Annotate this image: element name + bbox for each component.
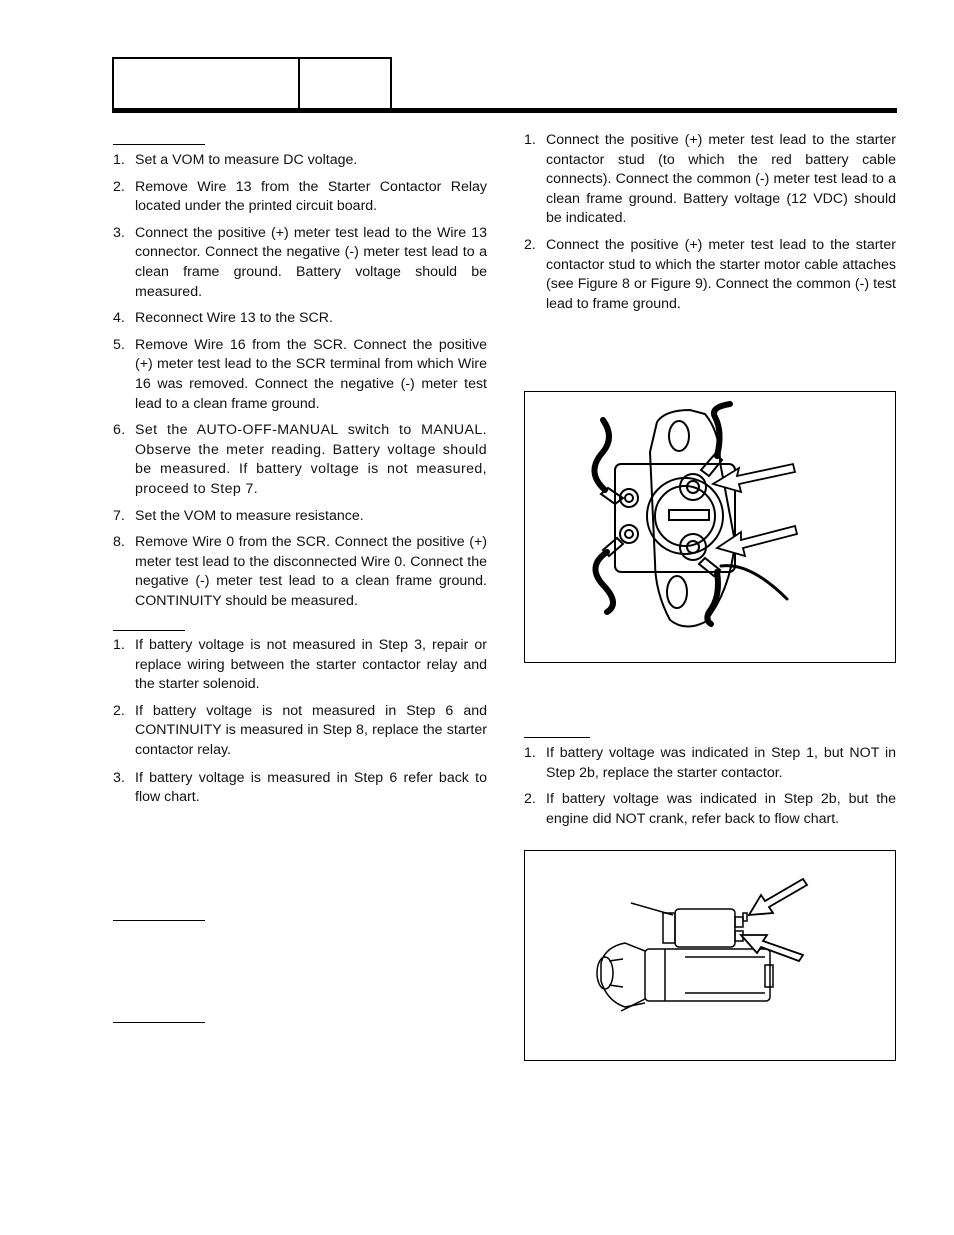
list-item: 6. Set the AUTO-OFF-MANUAL switch to MANUAL. Observe the meter reading. Battery voltage should be measured. If battery voltage is not measured, proceed to Step 7. — [113, 422, 487, 497]
list-item: 2. If battery voltage was indicated in Step 2b, but the engine did NOT crank, refer back to flow chart. — [524, 791, 896, 827]
starter-contactor-drawing — [525, 392, 894, 661]
left-results — [113, 636, 487, 815]
left-procedure — [113, 151, 487, 618]
list-item: 1. Set a VOM to measure DC voltage. — [113, 152, 358, 168]
right-results — [524, 744, 896, 836]
list-item: 7. Set the VOM to measure resistance. — [113, 507, 364, 524]
starter-motor-figure — [524, 850, 896, 1061]
list-item: 1. If battery voltage was indicated in Step 1, but NOT in Step 2b, replace the starter contactor. — [524, 745, 896, 781]
list-item: 2. Connect the positive (+) meter test lead to the starter contactor stud to which the starter motor cable attaches (see Figure 8 or Figure 9). Connect the common (-) test lead to frame ground. — [524, 236, 896, 312]
list-item: 5. Remove Wire 16 from the SCR. Connect the positive (+) meter test lead to the SCR terminal from which Wire 16 was removed. Connect the negative (-) meter test lead to a clean frame ground. — [113, 336, 487, 412]
heading-rule-3 — [113, 920, 205, 921]
list-item: 1. Connect the positive (+) meter test lead to the starter contactor stud (to which the red battery cable connects). Connect the common (-) meter test lead to a clean frame ground. Battery voltage (12 VDC) should be indicated. — [524, 132, 896, 227]
procedure-heading-rule — [113, 144, 205, 145]
heading-rule-4 — [113, 1022, 205, 1023]
list-item: 3. If battery voltage is measured in Step 6 refer back to flow chart. — [113, 769, 487, 806]
list-item: 4. Reconnect Wire 13 to the SCR. — [113, 310, 333, 327]
right-procedure — [524, 131, 896, 321]
header-title-box — [112, 57, 300, 109]
list-item: 8. Remove Wire 0 from the SCR. Connect the positive (+) meter test lead to the disconnected Wire 0. Connect the negative (-) meter test lead to a clean frame ground. CONTINUITY should be measured. — [113, 534, 487, 609]
starter-contactor-figure — [524, 391, 896, 663]
results-heading-rule — [113, 630, 185, 631]
list-item: 2. If battery voltage is not measured in Step 6 and CONTINUITY is measured in Step 8, replace the starter contactor relay. — [113, 702, 487, 758]
starter-motor-drawing — [525, 851, 894, 1059]
list-item: 1. If battery voltage is not measured in Step 3, repair or replace wiring between the starter contactor relay and the starter solenoid. — [113, 637, 487, 693]
header-rule — [112, 108, 897, 113]
right-results-heading-rule — [524, 737, 590, 738]
list-item: 2. Remove Wire 13 from the Starter Contactor Relay located under the printed circuit board. — [113, 178, 487, 215]
list-item: 3. Connect the positive (+) meter test lead to the Wire 13 connector. Connect the negative (-) meter test lead to a clean frame ground. Battery voltage should be measured. — [113, 224, 487, 300]
header-section-box — [298, 57, 392, 109]
